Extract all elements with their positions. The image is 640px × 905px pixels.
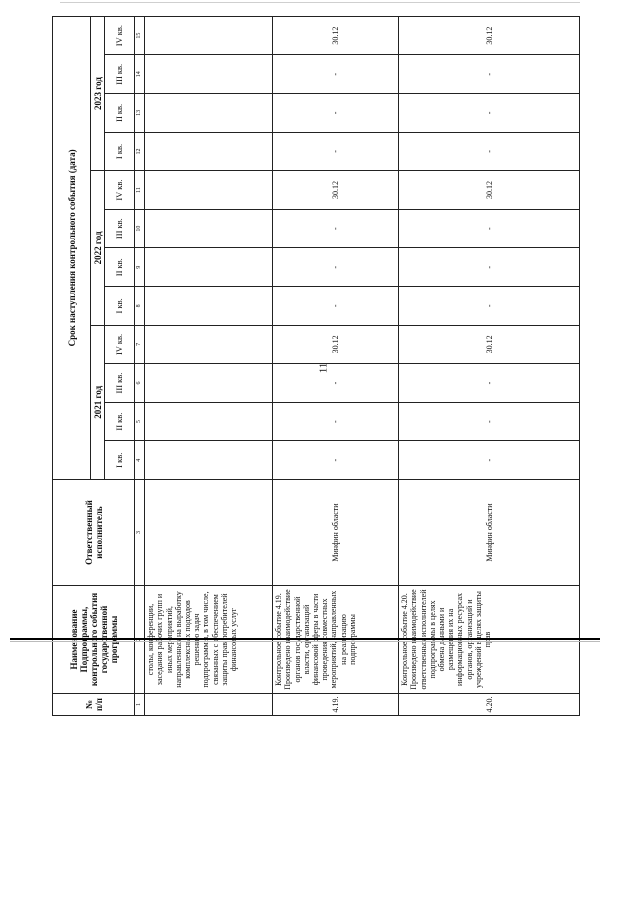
header-year-2021: 2021 год (91, 325, 105, 479)
column-number-row (135, 16, 145, 715)
row-cell (145, 287, 273, 326)
column-number: 7 (135, 325, 145, 364)
row-cell: - (273, 209, 399, 248)
row-cell (145, 441, 273, 480)
row-cell: - (399, 402, 580, 441)
header-quarter: IV кв. (105, 16, 135, 55)
column-number: 1 (135, 694, 145, 716)
row-cell (145, 402, 273, 441)
header-quarter: IV кв. (105, 325, 135, 364)
table-row (399, 16, 580, 715)
row-cell: 30.12 (273, 171, 399, 210)
header-year-2022: 2022 год (91, 171, 105, 325)
row-cell (145, 171, 273, 210)
header-year-2023: 2023 год (91, 16, 105, 170)
row-cell: - (273, 402, 399, 441)
bottom-rule (10, 638, 600, 640)
row-num (145, 694, 273, 716)
page-number: 11 (317, 362, 330, 374)
column-number: 11 (135, 171, 145, 210)
column-number: 5 (135, 402, 145, 441)
table-row (273, 16, 399, 715)
column-number: 15 (135, 16, 145, 55)
header-num: № п/п (53, 694, 135, 716)
row-num: 4.19. (273, 694, 399, 716)
table-row (145, 16, 273, 715)
row-cell: - (399, 94, 580, 133)
column-number: 8 (135, 287, 145, 326)
column-number: 4 (135, 441, 145, 480)
row-executor (145, 480, 273, 586)
column-number: 6 (135, 364, 145, 403)
column-number: 9 (135, 248, 145, 287)
rotated-table-container (52, 16, 580, 716)
row-cell: - (399, 248, 580, 287)
row-cell: 30.12 (273, 325, 399, 364)
row-cell: - (273, 441, 399, 480)
row-cell: - (399, 209, 580, 248)
row-cell: - (399, 132, 580, 171)
row-cell: - (273, 132, 399, 171)
header-quarter: II кв. (105, 402, 135, 441)
row-cell: - (273, 248, 399, 287)
header-deadline: Срок наступления контрольного события (дата) (53, 16, 91, 479)
header-quarter: I кв. (105, 441, 135, 480)
row-cell: 30.12 (399, 16, 580, 55)
row-cell: 30.12 (399, 171, 580, 210)
row-cell: - (399, 287, 580, 326)
top-rule (60, 2, 580, 3)
header-quarter: III кв. (105, 55, 135, 94)
row-cell (145, 132, 273, 171)
row-cell (145, 209, 273, 248)
row-executor: Минфин области (273, 480, 399, 586)
column-number: 12 (135, 132, 145, 171)
row-cell (145, 55, 273, 94)
column-number: 14 (135, 55, 145, 94)
row-cell: 30.12 (273, 16, 399, 55)
row-executor: Минфин области (399, 480, 580, 586)
header-quarter: III кв. (105, 209, 135, 248)
row-cell: - (399, 364, 580, 403)
column-number: 13 (135, 94, 145, 133)
row-cell: - (273, 364, 399, 403)
row-cell (145, 248, 273, 287)
row-cell (145, 364, 273, 403)
row-cell (145, 16, 273, 55)
header-quarter: II кв. (105, 94, 135, 133)
row-cell (145, 325, 273, 364)
row-num: 4.20. (399, 694, 580, 716)
header-quarter: III кв. (105, 364, 135, 403)
column-number: 10 (135, 209, 145, 248)
row-cell: - (273, 55, 399, 94)
header-quarter: I кв. (105, 132, 135, 171)
bottom-rule-shadow (10, 641, 600, 642)
row-cell: - (273, 287, 399, 326)
column-number: 3 (135, 480, 145, 586)
row-cell (145, 94, 273, 133)
row-cell: - (399, 441, 580, 480)
header-executor: Ответственный исполнитель (53, 480, 135, 586)
row-cell: - (273, 94, 399, 133)
row-cell: 30.12 (399, 325, 580, 364)
control-events-table (52, 16, 580, 716)
row-cell: - (399, 55, 580, 94)
header-quarter: II кв. (105, 248, 135, 287)
header-quarter: I кв. (105, 287, 135, 326)
header-quarter: IV кв. (105, 171, 135, 210)
